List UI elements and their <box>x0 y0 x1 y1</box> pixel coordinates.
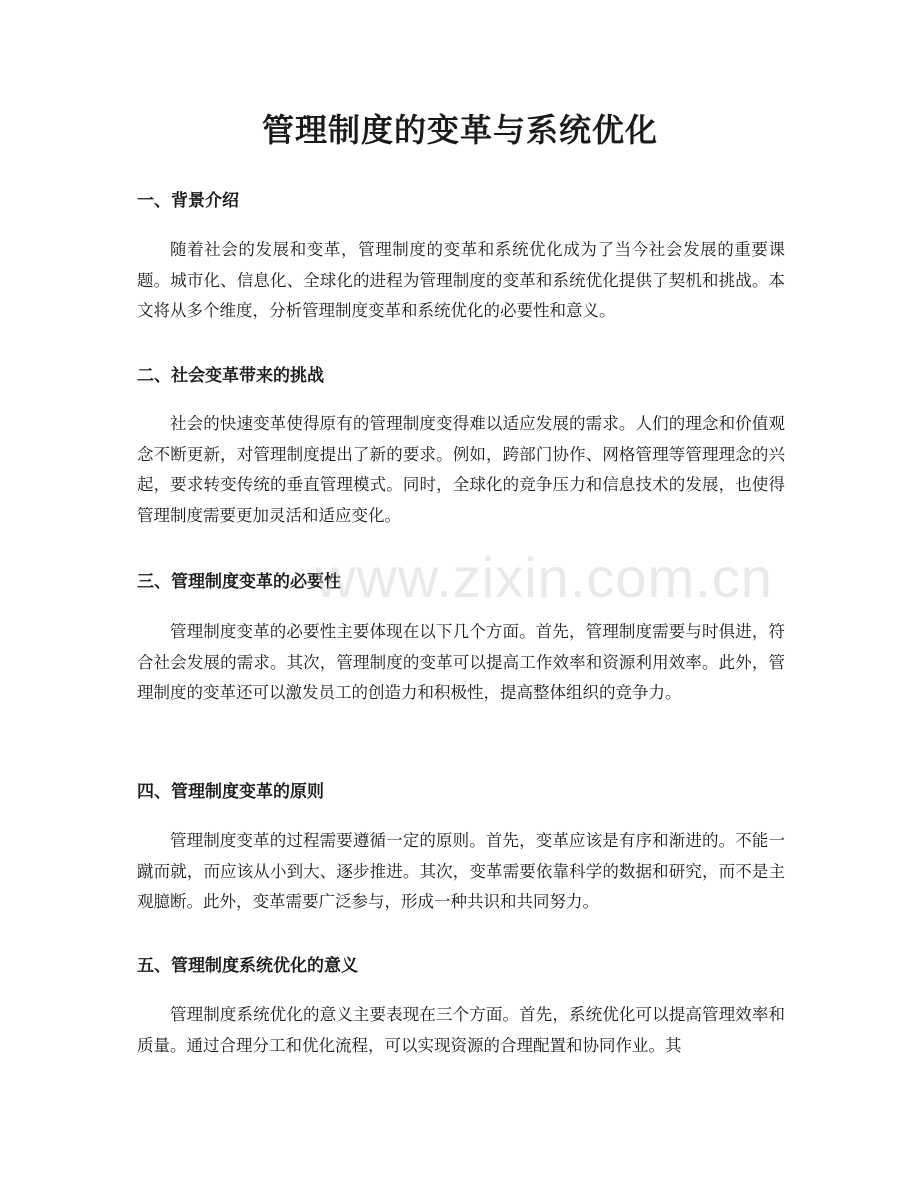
section-heading-background: 一、背景介绍 <box>137 191 239 211</box>
section-heading-principles: 四、管理制度变革的原则 <box>137 782 324 802</box>
section-paragraph-significance: 管理制度系统优化的意义主要表现在三个方面。首先，系统优化可以提高管理效率和质量。通过合理分工和优化流程，可以实现资源的合理配置和协同作业。其 <box>137 1005 785 1055</box>
section-paragraph-principles: 管理制度变革的过程需要遵循一定的原则。首先，变革应该是有序和渐进的。不能一蹴而就，而应该从小到大、逐步推进。其次，变革需要依靠科学的数据和研究，而不是主观臆断。此外，变革需要广泛参与，形成一种共识和共同努力。 <box>137 831 785 911</box>
watermark: www.zixin.com.cn <box>315 546 773 609</box>
section-heading-significance: 五、管理制度系统优化的意义 <box>137 956 358 976</box>
document-title: 管理制度的变革与系统优化 <box>261 111 658 149</box>
section-paragraph-challenges: 社会的快速变革使得原有的管理制度变得难以适应发展的需求。人们的理念和价值观念不断更新，对管理制度提出了新的要求。例如，跨部门协作、网格管理等管理理念的兴起，要求转变传统的垂直管理模式。同时，全球化的竞争压力和信息技术的发展，也使得管理制度需要更加灵活和适应变化。 <box>137 414 785 525</box>
section-heading-challenges: 二、社会变革带来的挑战 <box>137 366 324 386</box>
section-heading-necessity: 三、管理制度变革的必要性 <box>137 572 341 592</box>
section-paragraph-necessity: 管理制度变革的必要性主要体现在以下几个方面。首先，管理制度需要与时俱进，符合社会发展的需求。其次，管理制度的变革可以提高工作效率和资源利用效率。此外，管理制度的变革还可以激发员工的创造力和积极性，提高整体组织的竞争力。 <box>137 622 785 702</box>
section-paragraph-background: 随着社会的发展和变革，管理制度的变革和系统优化成为了当今社会发展的重要课题。城市化、信息化、全球化的进程为管理制度的变革和系统优化提供了契机和挑战。本文将从多个维度，分析管理制度变革和系统优化的必要性和意义。 <box>137 240 785 320</box>
